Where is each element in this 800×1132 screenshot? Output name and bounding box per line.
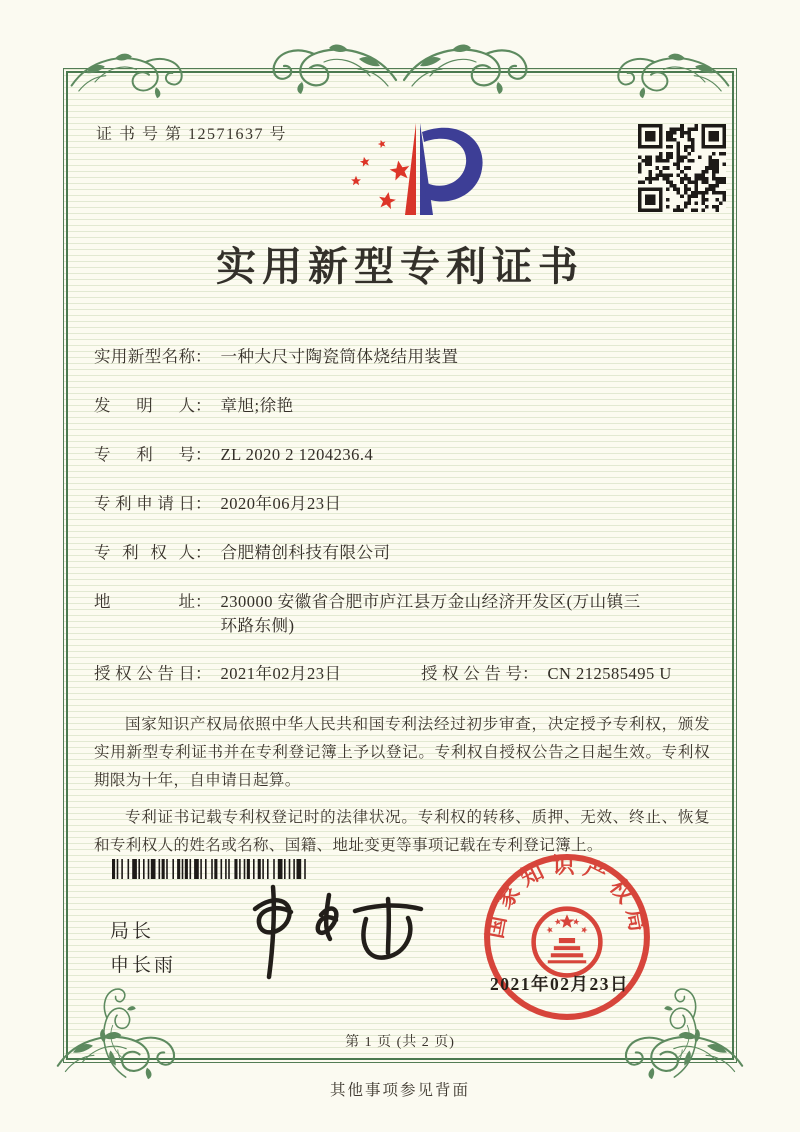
field-label: 专利申请日 (94, 493, 195, 513)
handwritten-signature (229, 881, 439, 986)
field-colon: ： (195, 542, 212, 562)
certificate-title: 实用新型专利证书 (216, 244, 584, 289)
commissioner-title: 局长 (110, 921, 155, 942)
field-label: 实用新型名称 (94, 347, 195, 366)
field-colon: ： (195, 347, 212, 366)
legal-paragraph-2: 专利证书记载专利权登记时的法律状况。专利权的转移、质押、无效、终止、恢复和专利权人的姓名或名称、国籍、地址变更等事项记载在专利登记簿上。 (94, 809, 710, 854)
national-emblem-icon (534, 909, 601, 976)
legal-text-block (94, 711, 710, 859)
field-row-patent-number (94, 443, 710, 467)
field-label: 专利号 (94, 444, 195, 464)
field-label: 地址 (94, 591, 195, 611)
legal-paragraph-1: 国家知识产权局依照中华人民共和国专利法经过初步审查，决定授予专利权，颁发实用新型专利证书并在专利登记簿上予以登记。专利权自授权公告之日起生效。专利权期限为十年，自申请日起算。 (94, 716, 710, 789)
field-colon: ： (195, 444, 212, 464)
seal-date: 2021年02月23日 (490, 974, 629, 994)
field-value: 合肥精创科技有限公司 (220, 542, 391, 562)
field-value: CN 212585495 U (547, 664, 672, 684)
field-colon: ： (195, 395, 212, 415)
top-left-flourish-ornament (66, 44, 186, 102)
grant-date-group (94, 662, 421, 686)
svg-text:国家知识产权局 (482, 853, 652, 940)
field-value: 230000 安徽省合肥市庐江县万金山经济开发区(万山镇三环路东侧) (220, 591, 641, 635)
field-value: 章旭;徐艳 (220, 395, 294, 415)
top-right-flourish-ornament (614, 44, 734, 102)
field-label: 专利权人 (94, 542, 195, 562)
field-label: 授权公告号 (421, 664, 522, 684)
seal-ring-text: 国家知识产权局 (481, 853, 653, 941)
field-row-filing-date (94, 492, 710, 516)
field-colon: ： (195, 591, 212, 611)
field-row-patentee (94, 541, 710, 565)
field-colon: ： (195, 493, 212, 513)
page-number: 第 1 页 (共 2 页) (345, 1035, 455, 1050)
top-center-flourish-ornament (268, 34, 532, 98)
bottom-right-corner-ornament (608, 972, 758, 1084)
field-value: 一种大尺寸陶瓷筒体烧结用装置 (220, 347, 459, 366)
certificate-border-frame (63, 68, 737, 1063)
certificate-body (94, 345, 710, 869)
field-row-inventor (94, 394, 710, 418)
barcode (112, 859, 310, 879)
field-value: 2020年06月23日 (220, 493, 342, 513)
grant-number-group (421, 662, 672, 686)
field-label: 授权公告日 (94, 664, 195, 684)
field-colon: ： (522, 664, 539, 684)
cnipa-patent-logo-icon (330, 111, 506, 223)
field-label: 发明人 (94, 395, 195, 415)
back-side-note: 其他事项参见背面 (329, 1082, 470, 1099)
field-row-address (94, 590, 710, 638)
certificate-number: 证 书 号 第 12571637 号 (96, 126, 288, 143)
field-colon: ： (195, 664, 212, 684)
field-row-grant (94, 662, 710, 686)
field-value: ZL 2020 2 1204236.4 (220, 444, 374, 464)
bottom-left-corner-ornament (42, 972, 192, 1084)
field-row-utility-model-name (94, 345, 710, 369)
qr-code (638, 124, 726, 212)
field-value: 2021年02月23日 (220, 664, 342, 684)
commissioner-name: 申长雨 (110, 955, 177, 977)
